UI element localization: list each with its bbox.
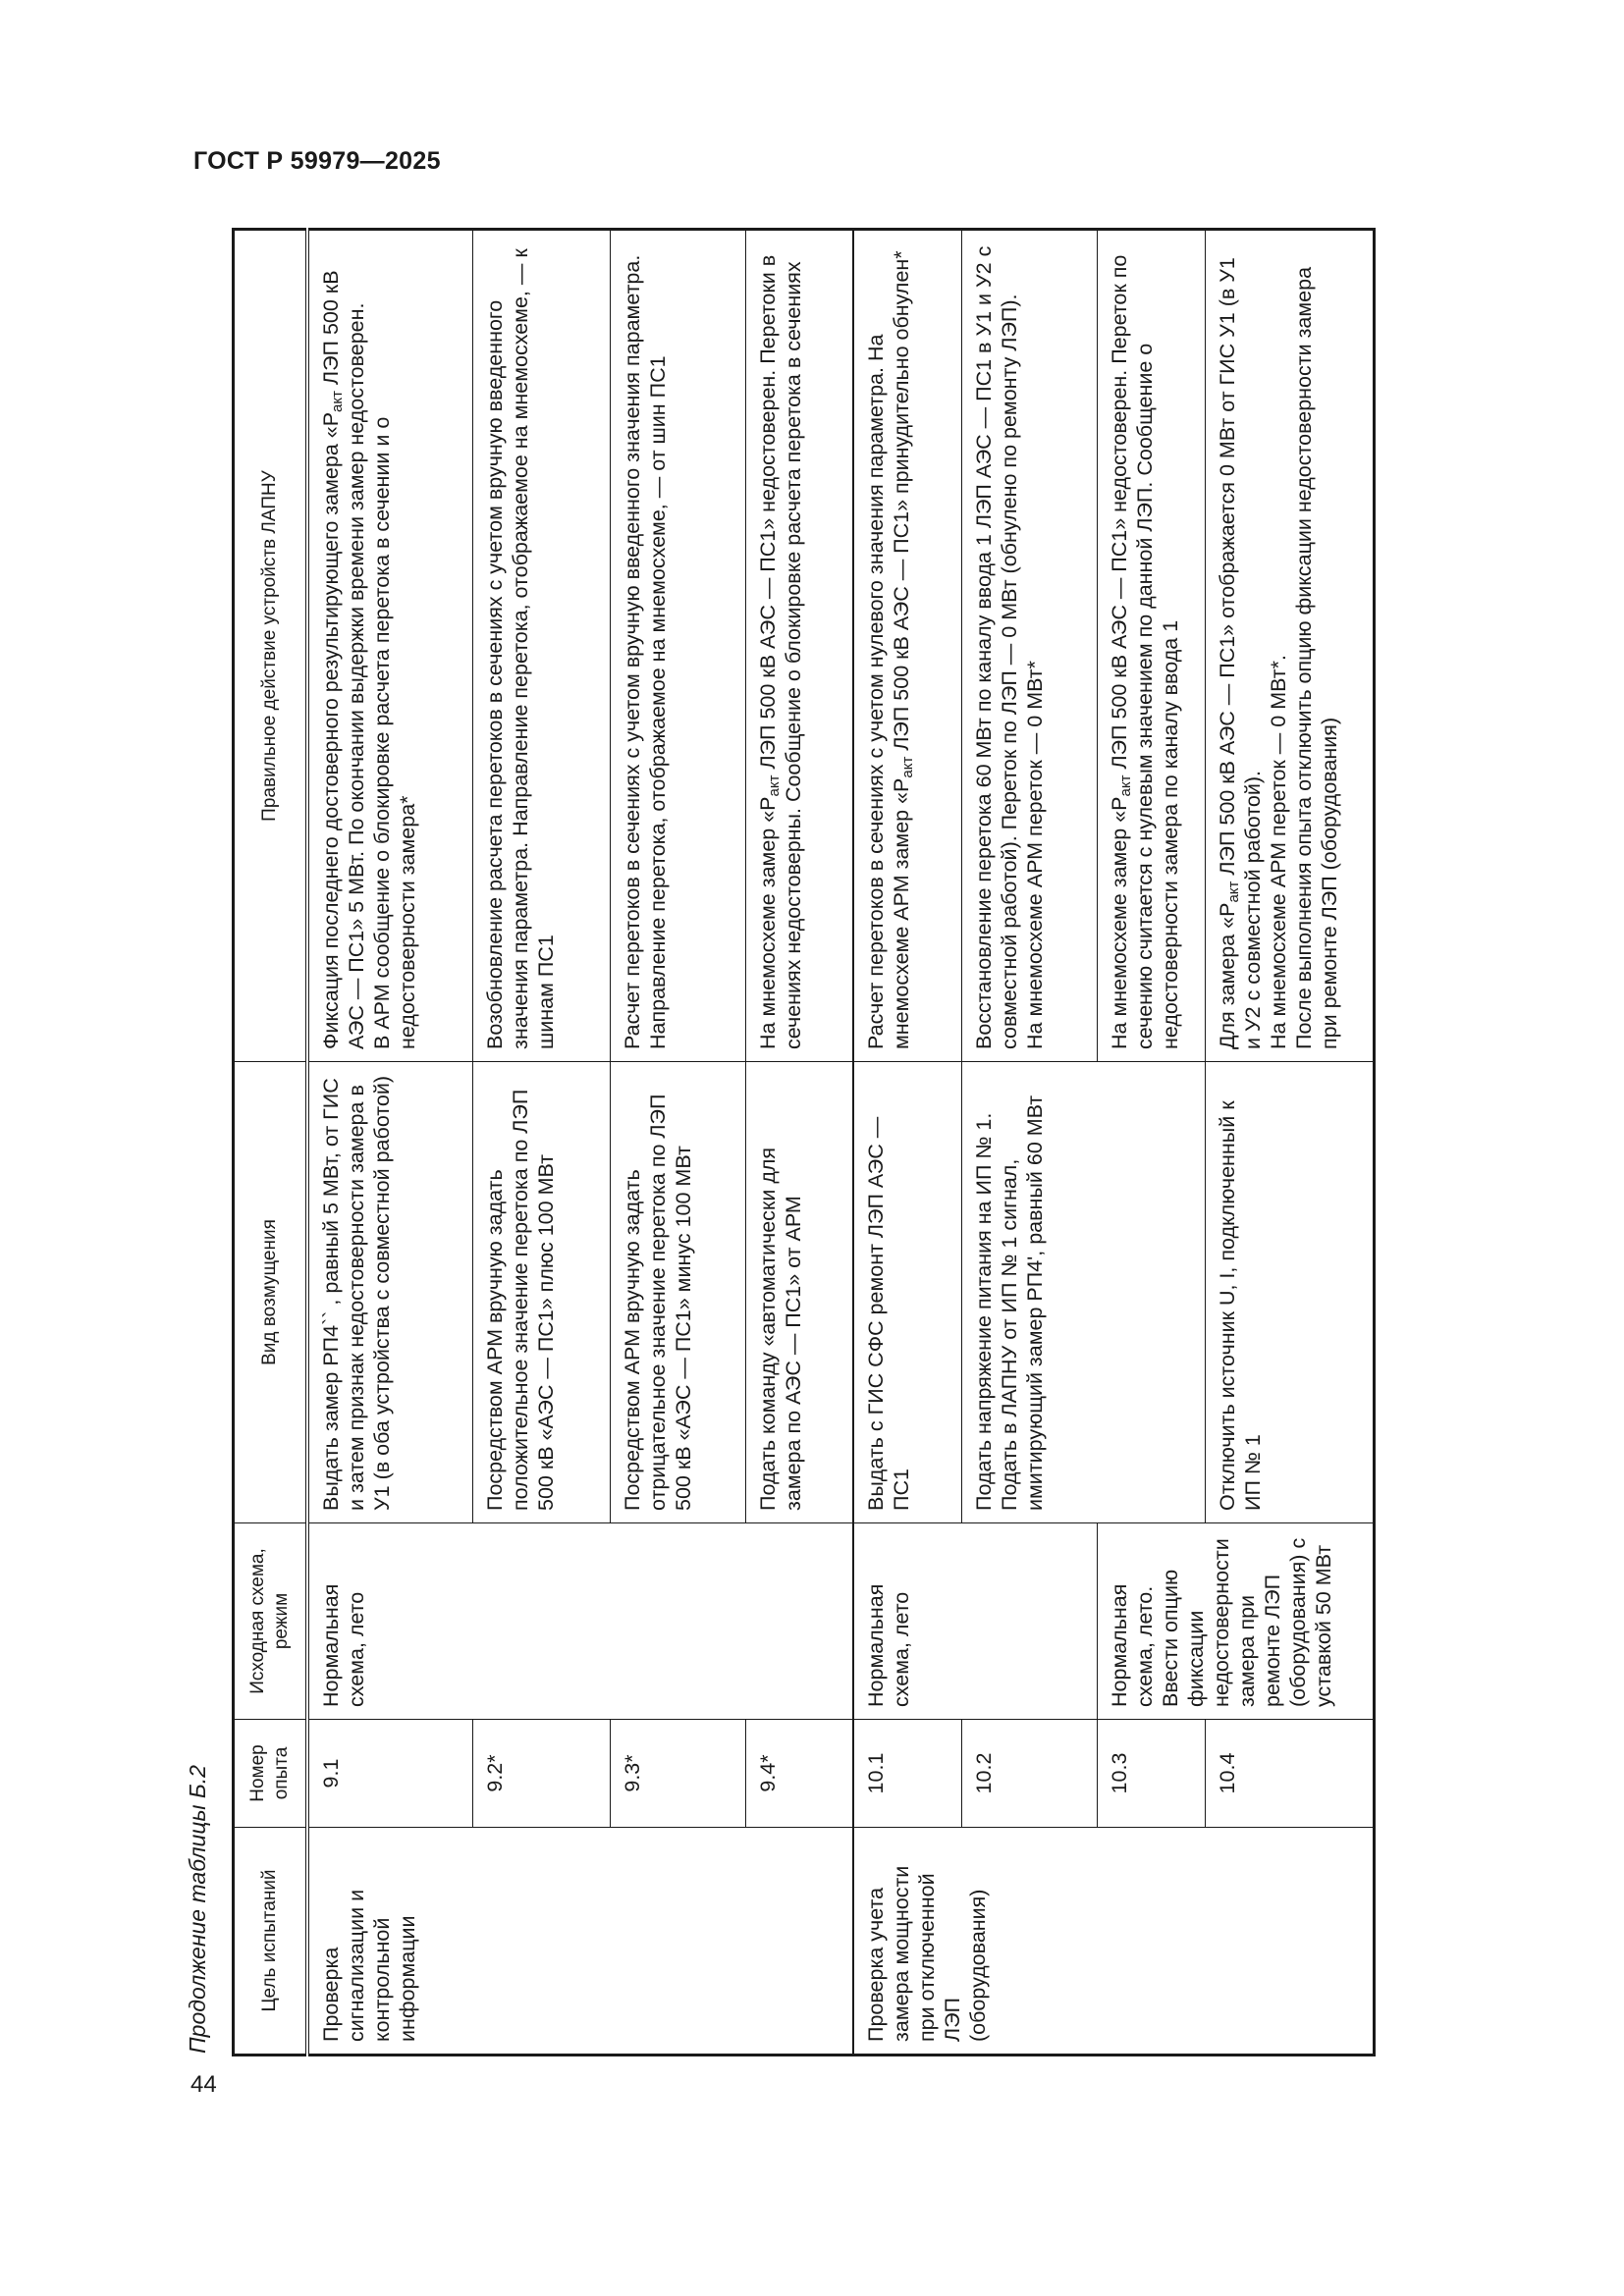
action-cell bbox=[745, 230, 853, 1062]
table-row bbox=[853, 230, 961, 2056]
action-line: Расчет перетоков в сечениях с учетом нулевого значения параметра. На мнемосхеме АРМ замер «$P_{акт}$ ЛЭП 500 кВ АЭС — ПС1» принудительно обнулен* bbox=[864, 250, 916, 1049]
test-number: 9.1 bbox=[307, 1720, 472, 1828]
test-number: 9.2* bbox=[472, 1720, 610, 1828]
disturbance-cell: Выдать с ГИС СФС ремонт ЛЭП АЭС — ПС1 bbox=[853, 1062, 961, 1523]
disturbance-cell: Подать напряжение питания на ИП № 1. Подать в ЛАПНУ от ИП № 1 сигнал, имитирующий замер РП4', равный 60 МВт bbox=[961, 1062, 1205, 1523]
action-line: После выполнения опыта отключить опцию фиксации недостоверности замера при ремонте ЛЭП (оборудования) bbox=[1291, 266, 1341, 1049]
goal-cell: Проверка сигнализации и контрольной информации bbox=[307, 1828, 853, 2056]
col-header-number: Номер опыта bbox=[234, 1720, 308, 1828]
disturbance-cell: Отключить источник U, I, подключенный к ИП № 1 bbox=[1205, 1062, 1374, 1523]
action-cell bbox=[1205, 230, 1374, 1062]
goal-cell: Проверка учета замера мощности при отключенной ЛЭП (оборудования) bbox=[853, 1828, 1374, 2056]
test-number: 10.1 bbox=[853, 1720, 961, 1828]
col-header-action: Правильное действие устройств ЛАПНУ bbox=[234, 230, 308, 1062]
table-row bbox=[961, 230, 1097, 2056]
action-line: Возобновление расчета перетоков в сечениях с учетом вручную введенного значения параметра. Направление перетока, отображаемое на мнемосхеме, — к шинам ПС1 bbox=[482, 248, 558, 1049]
table-header-row bbox=[234, 230, 308, 2056]
action-line: На мнемосхеме замер «$P_{акт}$ ЛЭП 500 кВ АЭС — ПС1» недостоверен. Переток по сечению считается с нулевым значением по данной ЛЭП. Сообщение о недостоверности замера по каналу ввода 1 bbox=[1107, 254, 1182, 1049]
col-header-scheme: Исходная схема, режим bbox=[234, 1523, 308, 1720]
test-number: 9.4* bbox=[745, 1720, 853, 1828]
action-cell bbox=[610, 230, 745, 1062]
action-line: На мнемосхеме АРМ переток — 0 МВт*. bbox=[1266, 655, 1290, 1049]
test-table bbox=[232, 228, 1376, 2056]
action-cell bbox=[472, 230, 610, 1062]
table-row bbox=[1205, 230, 1374, 2056]
scheme-cell: Нормальная схема, лето. Ввести опцию фиксации недостоверности замера при ремонте ЛЭП (оборудования) с уставкой 50 МВт bbox=[1097, 1523, 1374, 1720]
table-row bbox=[745, 230, 853, 2056]
test-number: 10.4 bbox=[1205, 1720, 1374, 1828]
disturbance-cell: Подать команду «автоматически для замера по АЭС — ПС1» от АРМ bbox=[745, 1062, 853, 1523]
col-header-disturbance: Вид возмущения bbox=[234, 1062, 308, 1523]
table-caption: Продолжение таблицы Б.2 bbox=[185, 1765, 210, 2054]
test-number: 10.2 bbox=[961, 1720, 1097, 1828]
rotated-table-container bbox=[232, 231, 1386, 2056]
disturbance-cell: Посредством АРМ вручную задать отрицательное значение перетока по ЛЭП 500 кВ «АЭС — ПС1» минус 100 МВт bbox=[610, 1062, 745, 1523]
action-line: На мнемосхеме замер «$P_{акт}$ ЛЭП 500 кВ АЭС — ПС1» недостоверен. Перетоки в сечениях недостоверны. Сообщение о блокировке расчета перетока в сечениях bbox=[755, 254, 805, 1049]
document-header-title: ГОСТ Р 59979—2025 bbox=[193, 147, 441, 175]
action-line: На мнемосхеме АРМ переток — 0 МВт* bbox=[1022, 661, 1047, 1049]
action-cell bbox=[961, 230, 1097, 1062]
action-line: Восстановление перетока 60 МВт по каналу ввода 1 ЛЭП АЭС — ПС1 в У1 и У2 с совместной работой). Переток по ЛЭП — 0 МВт (обнулено по ремонту ЛЭП). bbox=[971, 245, 1021, 1049]
action-cell bbox=[307, 230, 472, 1062]
page-number: 44 bbox=[190, 2071, 217, 2098]
test-number: 10.3 bbox=[1097, 1720, 1205, 1828]
col-header-goal: Цель испытаний bbox=[234, 1828, 308, 2056]
action-line: Для замера «$P_{акт}$ ЛЭП 500 кВ АЭС — ПС1» отображается 0 МВт от ГИС У1 (в У1 и У2 с совместной работой). bbox=[1215, 257, 1265, 1049]
disturbance-cell: Посредством АРМ вручную задать положительное значение перетока по ЛЭП 500 кВ «АЭС — ПС1» плюс 100 МВт bbox=[472, 1062, 610, 1523]
table-row bbox=[610, 230, 745, 2056]
scheme-cell: Нормальная схема, лето bbox=[853, 1523, 1097, 1720]
action-line: Расчет перетоков в сечениях с учетом вручную введенного значения параметра. Направление перетока, отображаемое на мнемосхеме, — от шин ПС1 bbox=[620, 254, 670, 1049]
action-line: В АРМ сообщение о блокировке расчета перетока в сечении и о недостоверности замера* bbox=[370, 416, 419, 1049]
action-line: Фиксация последнего достоверного результирующего замера «$P_{акт}$ ЛЭП 500 кВ АЭС — ПС1» 5 МВт. По окончании выдержки времени замер недостоверен. bbox=[319, 270, 368, 1049]
action-cell bbox=[853, 230, 961, 1062]
table-row bbox=[307, 230, 472, 2056]
action-cell bbox=[1097, 230, 1205, 1062]
scheme-cell: Нормальная схема, лето bbox=[307, 1523, 853, 1720]
test-number: 9.3* bbox=[610, 1720, 745, 1828]
table-row bbox=[472, 230, 610, 2056]
disturbance-cell: Выдать замер РП4`` , равный 5 МВт, от ГИС и затем признак недостоверности замера в У1 (в оба устройства с совместной работой) bbox=[307, 1062, 472, 1523]
